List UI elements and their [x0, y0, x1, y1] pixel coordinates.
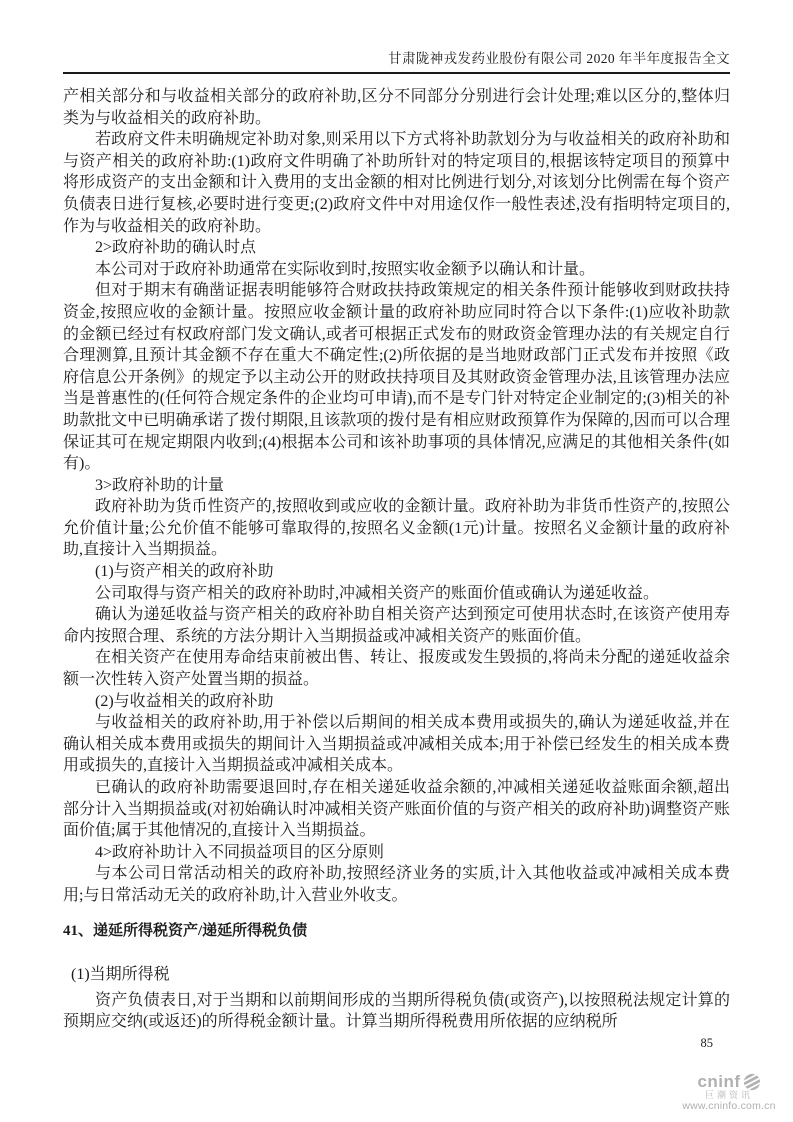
body-paragraph: 但对于期末有确凿证据表明能够符合财政扶持政策规定的相关条件预计能够收到财政扶持资金,按照应收的金额计量。按照应收金额计量的政府补助应同时符合以下条件:(1)应收补助款的金额已经过有权政府部门发文确认,或者可根据正式发布的财政资金管理办法的有关规定自行合理测算,且预计其金额不存在重大不确定性;(2)所依据的是当地财政部门正式发布并按照《政府信息公开条例》的规定予以主动公开的财政扶持项目及其财政资金管理办法,且该管理办法应当是普惠性的(任何符合规定条件的企业均可申请),而不是专门针对特定企业制定的;(3)相关的补助款批文中已明确承诺了拨付期限,且该款项的拨付是有相应财政预算作为保障的,因而可以合理保证其可在规定期限内收到;(4)根据本公司和该补助事项的具体情况,应满足的其他相关条件(如有)。 — [63, 282, 730, 473]
body-paragraph: 若政府文件未明确规定补助对象,则采用以下方式将补助款划分为与收益相关的政府补助和与资产相关的政府补助:(1)政府文件明确了补助所针对的特定项目的,根据该特定项目的预算中将形成资产的支出金额和计入费用的支出金额的相对比例进行划分,对该划分比例需在每个资产负债表日进行复核,必要时进行变更;(2)政府文件中对用途仅作一般性表述,没有指明特定项目的,作为与收益相关的政府补助。 — [63, 131, 730, 235]
body-paragraph: 产相关部分和与收益相关部分的政府补助,区分不同部分分别进行会计处理;难以区分的,整体归类为与收益相关的政府补助。 — [63, 88, 730, 127]
cninfo-name-cn: 巨潮资讯 — [704, 1089, 753, 1100]
body-paragraph: (2)与收益相关的政府补助 — [95, 692, 274, 710]
body-paragraph: (1)与资产相关的政府补助 — [95, 563, 274, 581]
page-header — [63, 50, 730, 74]
body-paragraph: 政府补助为货币性资产的,按照收到或应收的金额计量。政府补助为非货币性资产的,按照公允价值计量;公允价值不能够可靠取得的,按照名义金额(1元)计量。按照名义金额计量的政府补助,直接计入当期损益。 — [63, 498, 730, 559]
cninfo-url: www.cninfo.com.cn — [682, 1100, 776, 1113]
document-body — [63, 86, 730, 1033]
cninfo-brand-text: cninf — [697, 1071, 741, 1091]
section-heading: 41、递延所得税资产/递延所得税负债 — [63, 922, 308, 939]
subsection-heading: (1)当期所得税 — [71, 966, 170, 984]
body-paragraph: 在相关资产在使用寿命结束前被出售、转让、报废或发生毁损的,将尚未分配的递延收益余额一次性转入资产处置当期的损益。 — [63, 649, 730, 689]
cninfo-brand-row — [672, 1073, 786, 1092]
report-title: 甘肃陇神戎发药业股份有限公司 2020 年半年度报告全文 — [388, 51, 730, 66]
body-paragraph: 4>政府补助计入不同损益项目的区分原则 — [95, 843, 385, 861]
cninfo-swirl-icon — [743, 1073, 761, 1091]
page-number: 85 — [700, 1036, 713, 1050]
body-paragraph: 已确认的政府补助需要退回时,存在相关递延收益余额的,冲减相关递延收益账面余额,超出部分计入当期损益或(对初始确认时冲减相关资产账面价值的与资产相关的政府补助)调整资产账面价值;属于其他情况的,直接计入当期损益。 — [63, 779, 730, 840]
body-paragraph: 2>政府补助的确认时点 — [95, 239, 257, 257]
body-paragraph: 本公司对于政府补助通常在实际收到时,按照实收金额予以确认和计量。 — [95, 260, 596, 278]
body-paragraph: 与收益相关的政府补助,用于补偿以后期间的相关成本费用或损失的,确认为递延收益,并在确认相关成本费用或损失的期间计入当期损益或冲减相关成本;用于补偿已经发生的相关成本费用或损失的,直接计入当期损益或冲减相关成本。 — [63, 714, 730, 775]
body-paragraph: 资产负债表日,对于当期和以前期间形成的当期所得税负债(或资产),以按照税法规定计算的预期应交纳(或返还)的所得税金额计量。计算当期所得税费用所依据的应纳税所 — [63, 991, 730, 1031]
cninfo-logo — [672, 1073, 786, 1113]
body-paragraph: 确认为递延收益与资产相关的政府补助自相关资产达到预定可使用状态时,在该资产使用寿命内按照合理、系统的方法分期计入当期损益或冲减相关资产的账面价值。 — [63, 606, 730, 645]
body-paragraph: 公司取得与资产相关的政府补助时,冲减相关资产的账面价值或确认为递延收益。 — [95, 584, 660, 602]
body-paragraph: 3>政府补助的计量 — [95, 476, 225, 494]
body-paragraph: 与本公司日常活动相关的政府补助,按照经济业务的实质,计入其他收益或冲减相关成本费用;与日常活动无关的政府补助,计入营业外收支。 — [63, 865, 730, 904]
